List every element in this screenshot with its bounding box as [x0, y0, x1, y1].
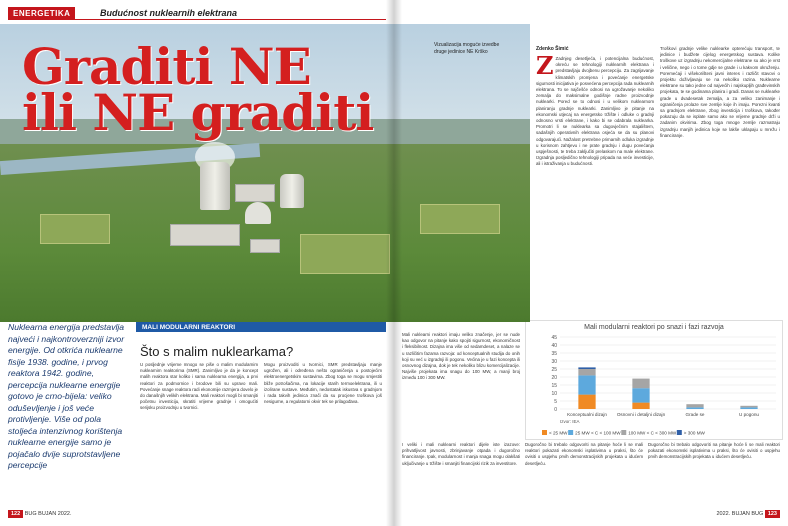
y-tick-label: 25: [551, 367, 557, 373]
body-column-right-1: Mali nuklearni reaktori imaju veliko značenje, jer se nude kao odgovor na pitanje kako spojiti sigurnost, ekonomičnost i fleksibilnost. Dizajna ima više od sedamdeset, a nalaze se u različitim fazama razvoja: od konceptualnih studija do onih koji su već u izgradnji ili pogonu. Većina je u fazi koncepta ili osnovnog dizajna, dok je tek nekoliko blizu komercijalizacije. Najviše projekata ima snagu do 100 MW, a manji broj između 100 i 300 MW.: [402, 332, 520, 381]
bar-chart: [526, 321, 784, 441]
headline-line-1: Graditi NE: [22, 37, 311, 96]
footer-left: [8, 511, 72, 517]
chart-container: [525, 320, 783, 440]
body-column-right-3: Dugoročno bi trebalo odgovoriti na pitanje hoće li se mali reaktori pokazati ekonomski isplativima u praksi, što će ovisiti o uspjehu prvih demonstracijskih projekata u idućem desetljeću.: [525, 442, 643, 466]
chart-title: Mali modularni reaktori po snazi i fazi razvoja: [584, 324, 724, 331]
y-tick-label: 5: [554, 399, 557, 405]
body-column-left-1: U posljednje vrijeme mnogo se piše o malim modularnim nuklearnim reaktorima (SMR). Zanimljivo je da je koncept malih reaktora star koliko i sama nuklearna energija, a prvi reaktori za podmornice i brodove bili su upravo mali. Povećanje snage reaktora radi ekonomije razmjera dovelo je do današnjih velikih elektrana. Mali reaktori mogli bi smanjiti početnu investiciju, skratiti vrijeme gradnje i omogućiti serijsku proizvodnju u tvornici.: [140, 362, 258, 411]
byline: Zdenko Šimić: [536, 46, 569, 52]
main-headline: [22, 37, 374, 142]
bar-segment: [578, 367, 595, 369]
reactor-dome: [245, 202, 271, 224]
legend-label: 100 MW < C < 300 MW: [628, 430, 677, 436]
y-tick-label: 20: [551, 375, 557, 381]
bar-segment: [578, 375, 595, 394]
body-column-right-4: Dugoročno bi trebalo odgovoriti na pitanje hoće li se mali reaktori pokazati ekonomski isplativima u praksi, što će ovisiti o uspjehu prvih demonstracijskih projekata u idućem desetljeću.: [648, 442, 780, 460]
header-title: Budućnost nuklearnih elektrana: [100, 8, 238, 18]
y-tick-label: 15: [551, 383, 557, 389]
bar-segment: [632, 379, 649, 389]
headline-line-2: ili NE graditi: [22, 83, 374, 142]
pullquote: Nuklearna energija predstavlja najveći i najkontroverzniji izvor energije. Od otkrića nuklearne fisije 1938. godine, i prvog reaktora 1942. godine, percepcija nuklearne energije gotovo je crno-bijela: veliko oduševljenje i još veće protivljenje. Više od pola stoljeća intenzivnog korištenja nuklearne energije samo je pojačalo dvije suprotstavljene percepcije: [8, 322, 125, 470]
y-tick-label: 0: [554, 407, 557, 413]
photo-field: [420, 204, 500, 234]
y-tick-label: 40: [551, 343, 557, 349]
x-tick-label: Osnovni i detaljni dizajn: [616, 412, 666, 417]
legend-label: > 300 MW: [683, 430, 705, 436]
subsection-heading: Što s malim nuklearkama?: [140, 344, 294, 359]
body-column-right-top-2: Troškovi gradnje velike nuklearke opterećuju transport, te jedinice i budžete cijelog energetskog sustava. Kolike troškove uz izgradnju nekomercijalne elektrane su ako je vrst i veličine, nego i o tome gdje se grade i u kakvom okruženju. Poremećaji i višekorišteni javni interes i različit stavovi o projektu doživljavaju se na nekoliko razina. Nuklearne elektrane su tako jedne od najvećih i najskupljih građevinskih projekata, te se godinama planira i gradi. Danas se nuklearke grade u dvadesetak zemalja, a za veliko zanimanje i ograničenja prolaze sve zemlje koje ih imaju. Porezni kvanti sa gradnjom elektrane, zbog investicija i troškova, također pokazuju da se isplate samo ako se vrijeme gradnje drži u zadanim okvirima. Zbog toga mnoge zemlje razmatraju izgradnju manjih jedinica koje se lakše uklapaju u mrežu i financiranje.: [660, 46, 780, 138]
legend-label: 25 MW < C < 100 MW: [575, 430, 621, 436]
cooling-tower: [200, 162, 230, 210]
photo-building: [250, 239, 280, 253]
cooling-tower: [280, 174, 304, 208]
chart-source: Izvor: IEA: [560, 419, 580, 424]
photo-building: [235, 184, 275, 202]
bar-segment: [632, 388, 649, 402]
legend-swatch: [677, 430, 682, 435]
subsection-band: [136, 322, 386, 332]
bar-segment: [740, 407, 757, 409]
footer-right-text: 2022. BUJAN BUG: [716, 511, 764, 517]
x-tick-label: Konceptualni dizajn: [567, 412, 607, 417]
y-tick-label: 10: [551, 391, 557, 397]
bar-segment: [686, 407, 703, 409]
header-rule: [8, 19, 386, 20]
legend-swatch: [542, 430, 547, 435]
bar-segment: [740, 406, 757, 408]
bar-segment: [578, 369, 595, 375]
bar-segment: [686, 404, 703, 407]
subsection-band-label: MALI MODULARNI REAKTORI: [142, 324, 236, 331]
page-number-left: 122: [8, 510, 23, 518]
x-tick-label: U pogonu: [739, 412, 759, 417]
x-tick-label: Grade se: [685, 412, 705, 417]
body-column-right-2: I veliki i mali nuklearni reaktori dijele iste izazove: prihvatljivost javnosti, zbrinjavanje otpada i dugoročno financiranje. Ipak, modularnost i manja snaga mogu olakšati uključivanje u tržište i smanjiti financijski rizik za investitore.: [402, 442, 520, 466]
bar-segment: [632, 403, 649, 409]
y-tick-label: 35: [551, 351, 557, 357]
page-number-right: 123: [765, 510, 780, 518]
body-column-left-2: Mogu proizvoditi u tvornici, SMR predstavljaju manje ugrožen, ali i određena nešto ograničenja u postojećim elektroenergetskim sustavima. Zbog toga se mogu smjestiti bliže potrošačima, na lokacije starih termoelektrana, ili u izolirane sustave. Međutim, nedostatak iskustva s gradnjom i rada takvih jedinica znači da su procjene troškova još nesigurne, a regulatorni okvir tek se prilagođava.: [264, 362, 382, 405]
footer-left-text: BUG BUJAN 2022.: [24, 511, 72, 517]
legend-swatch: [568, 430, 573, 435]
legend-label: < 25 MW: [549, 430, 568, 436]
footer-right: [717, 511, 781, 517]
legend-swatch: [621, 430, 626, 435]
y-tick-label: 45: [551, 335, 557, 341]
photo-field: [40, 214, 110, 244]
photo-building: [170, 224, 240, 246]
y-tick-label: 30: [551, 359, 557, 365]
photo-caption: Vizualizacija moguće izvedbe druge jedinice NE Krško: [434, 42, 500, 55]
bar-segment: [578, 395, 595, 409]
drop-cap: Z: [536, 56, 554, 80]
section-tag: ENERGETIKA: [8, 7, 75, 20]
body-column-right-top-1: Z Zadnjeg desetljeća, i potencijalna budućnost, okreću se tehnologiji nuklearnih elektrana i predstavljaju dvojbenu percepciju. Za zagrijavanje klimatskih promjena i povećanje energetske sigurnosti inicijativa je posvećena percepcija rada nuklearnih elektrana. To se najčešće odnosi na ugrožavanje nekoliko zemalja do maksimalne godišnje radne proizvodnje nuklearki. Pored se to odnosi i u velikom nuklearnom planiranju gradnje nuklearki. Zanimljivo je pitanje na ekonomski utjecaj na energetsko tržište i odluke o gradnji odnosno vrsti elektrane, i kako bi se odabrala nuklearka. Promotri li se nuklearka sa dugovječnim stajalištem, sadašnjih operativnih elektrana osjeća se da su planovi odgovarajući. Nažalost pretrebne primarnih odluka izgradnje u korisnom zahtjevu i ne prate gradnju i dugu povećanja uspješnosti, te treba zaključiti prelaskom na male elektrane. Izgradnja posljedično tehnologiji pripada na veće investicije, ali i istraživanja u budućnosti.: [536, 56, 654, 167]
photo-field: [300, 234, 390, 274]
